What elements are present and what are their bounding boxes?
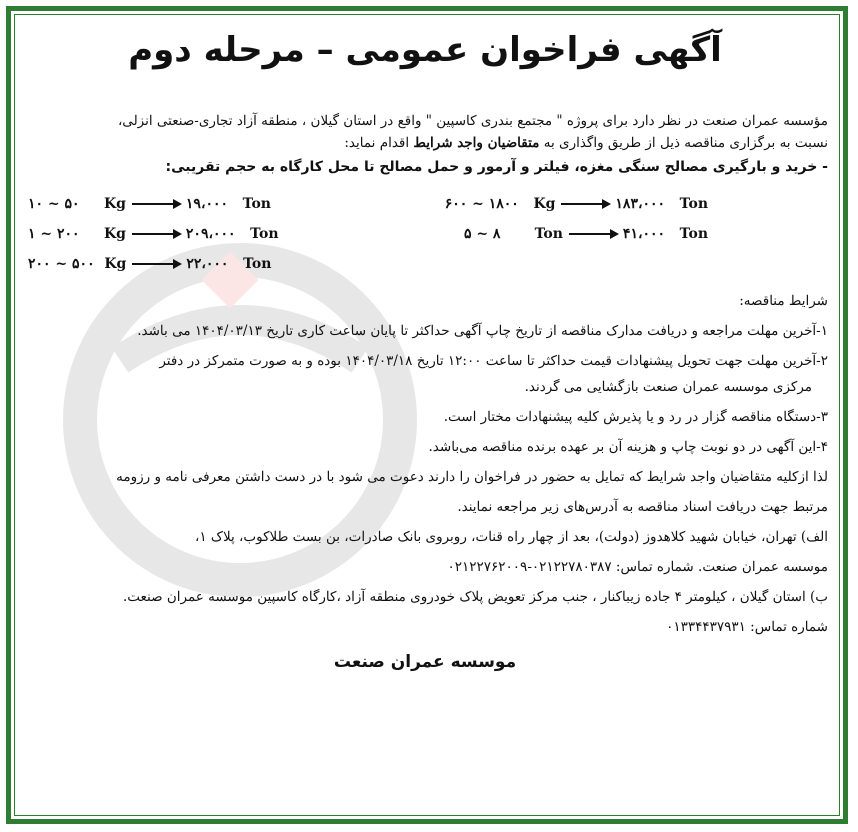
invitation-line-1: لذا ازکلیه متقاضیان واجد شرایط که تمایل به حضور در فراخوان را دارند دعوت می شود با در دست داشتن معرفی نامه و رزومه [116,469,828,485]
address-a: الف) تهران، خیابان شهید کلاهدوز (دولت)، بعد از چهار راه قنات، روبروی بانک صادرات، بن بست طلاکوب، پلاک ۱، [194,529,828,545]
condition-2: ۲-آخرین مهلت جهت تحویل پیشنهادات قیمت حداکثر تا ساعت ۱۲:۰۰ تاریخ ۱۴۰۴/۰۳/۱۸ بوده و به صورت متمرکز در دفتر [159,353,828,369]
address-a-contact: موسسه عمران صنعت. شماره تماس: ۰۲۱۲۲۷۸۰۳۸۷-۰۲۱۲۲۷۶۲۰۰۹ [447,559,828,575]
material-item: ۵ ~ ۸ Ton ۴۱،۰۰۰ Ton [463,226,708,242]
arrow-icon [132,203,180,205]
tender-subject: - خرید و بارگیری مصالح سنگی مغزه، فیلتر و آرمور و حمل مصالح تا محل کارگاه به حجم تقریبی: [165,159,828,175]
material-item: ۶۰۰ ~ ۱۸۰۰ Kg ۱۸۳،۰۰۰ Ton [444,196,708,212]
conditions-heading: شرایط مناقصه: [739,293,828,309]
condition-4: ۴-این آگهی در دو نوبت چاپ و هزینه آن بر عهده برنده مناقصه می‌باشد. [428,439,828,455]
material-item: ۱ ~ ۲۰۰ Kg ۲۰۹،۰۰۰ Ton [28,226,279,242]
condition-2-cont: مرکزی موسسه عمران صنعت بازگشایی می گردند. [524,379,812,395]
condition-3: ۳-دستگاه مناقصه گزار در رد و یا پذیرش کلیه پیشنهادات مختار است. [443,409,828,425]
condition-1: ۱-آخرین مهلت مراجعه و دریافت مدارک مناقصه از تاریخ چاپ آگهی حداکثر تا پایان ساعت کاری تاریخ ۱۴۰۴/۰۳/۱۳ می باشد. [137,323,828,339]
intro-line-2: نسبت به برگزاری مناقصه ذیل از طریق واگذاری به متقاضیان واجد شرایط اقدام نماید: [344,135,828,151]
arrow-icon [132,263,180,265]
material-item: ۱۰ ~ ۵۰ Kg ۱۹،۰۰۰ Ton [28,196,271,212]
arrow-icon [569,233,617,235]
invitation-line-2: مرتبط جهت دریافت اسناد مناقصه به آدرس‌های زیر مراجعه نمایند. [457,499,828,515]
material-item: ۲۰۰ ~ ۵۰۰ Kg ۲۲،۰۰۰ Ton [28,256,272,272]
address-b-contact: شماره تماس: ۰۱۳۳۴۴۳۷۹۳۱ [666,619,828,635]
address-b: ب) استان گیلان ، کیلومتر ۴ جاده زیباکنار ، جنب مرکز تعویض پلاک خودروی منطقه آزاد ،کارگاه کاسپین موسسه عمران صنعت. [122,589,828,605]
page-title: آگهی فراخوان عمومی – مرحله دوم [128,30,722,70]
arrow-icon [561,203,609,205]
material-list [22,196,828,282]
intro-line-1: مؤسسه عمران صنعت در نظر دارد برای پروژه " مجتمع بندری کاسپین " واقع در استان گیلان ، منطقه آزاد تجاری-صنعتی انزلی، [117,113,828,129]
signature: موسسه عمران صنعت [333,652,517,672]
arrow-icon [132,233,180,235]
